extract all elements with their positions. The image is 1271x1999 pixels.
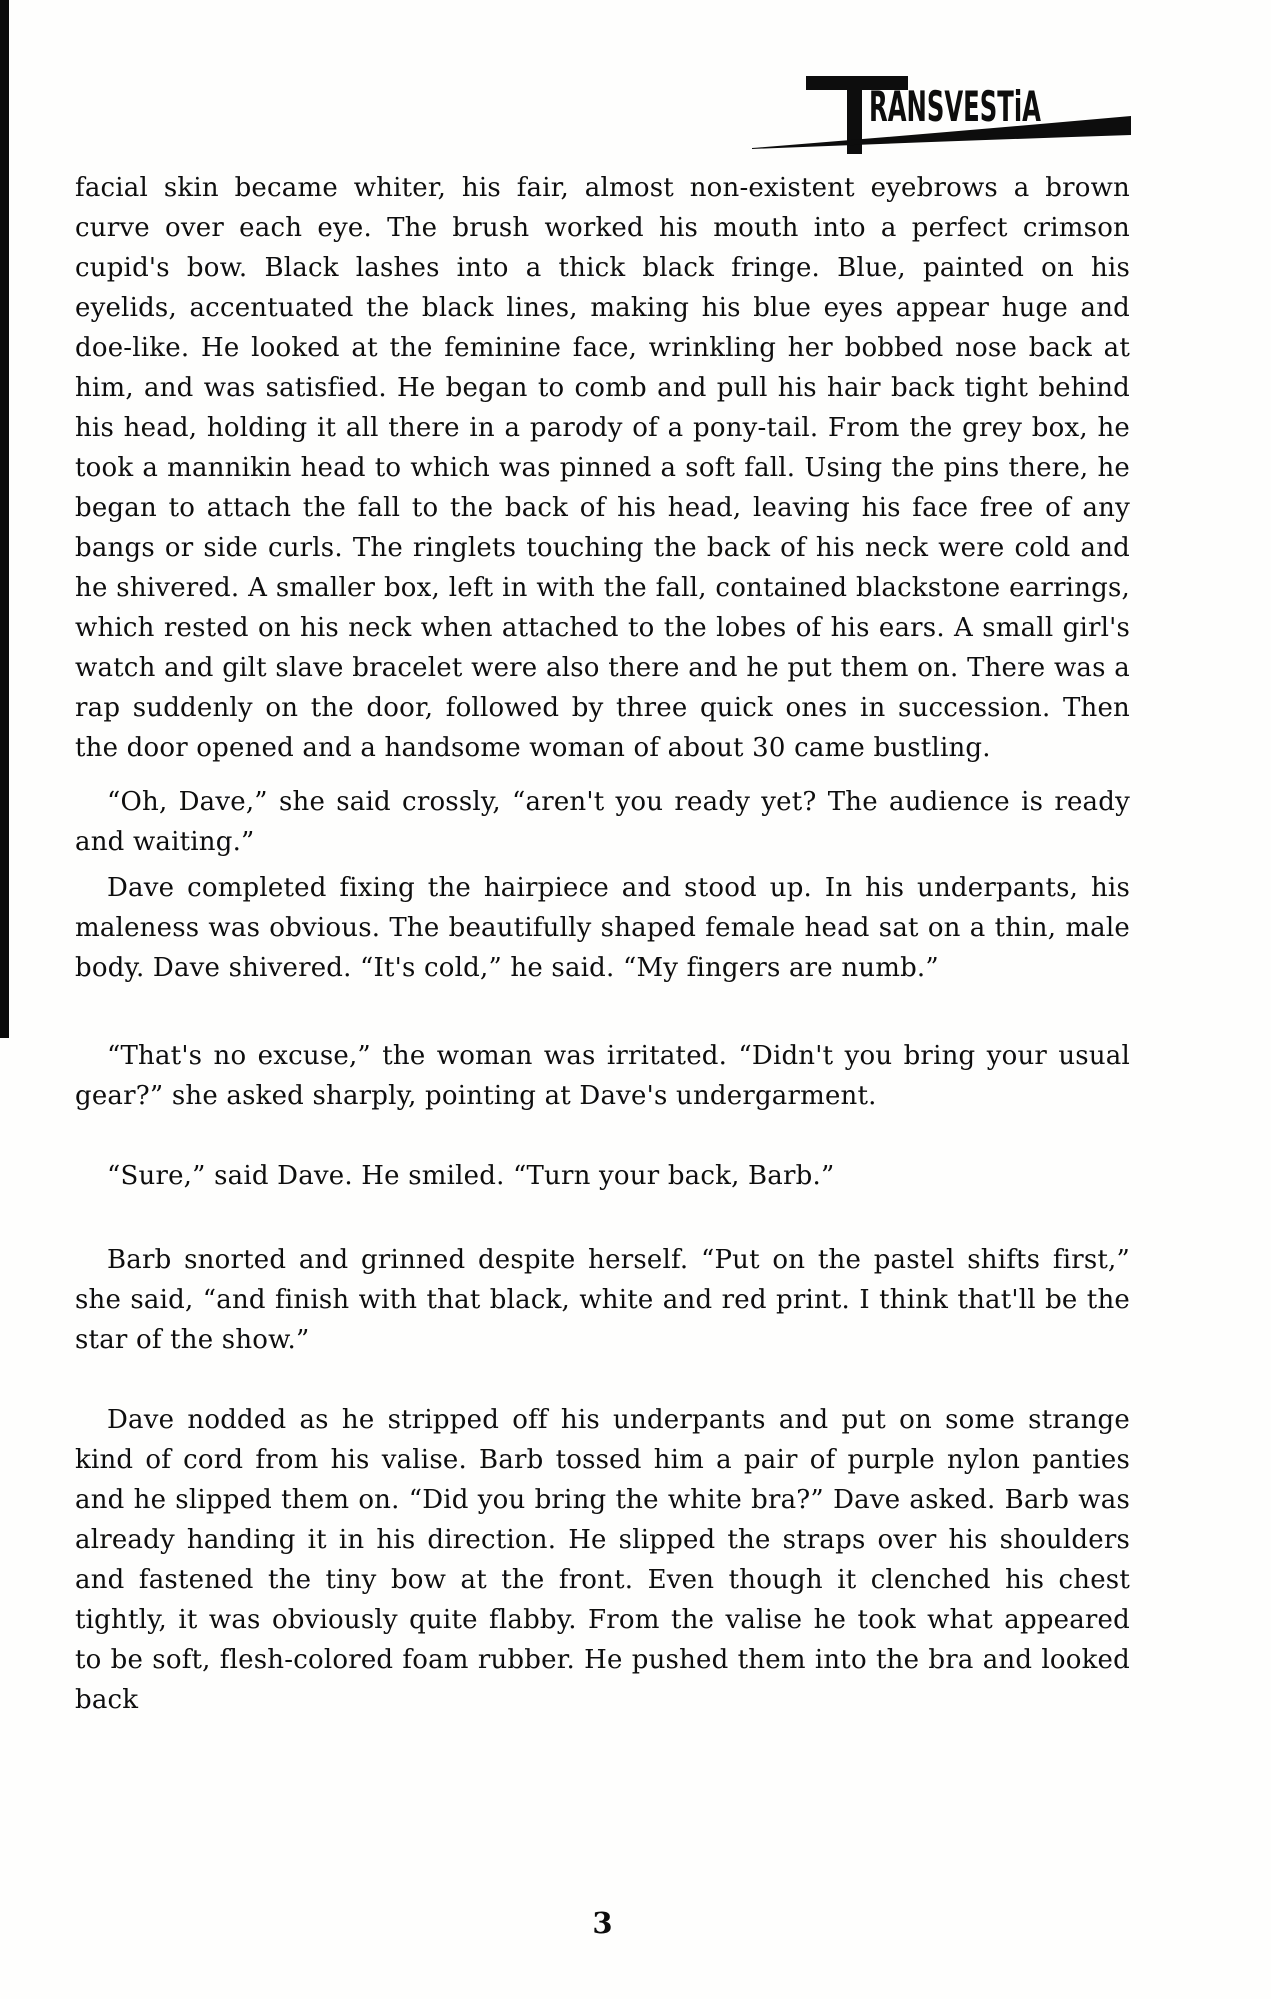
- paragraph-5: “Sure,” said Dave. He smiled. “Turn your back, Barb.”: [107, 1161, 835, 1191]
- paragraph-4: “That's no excuse,” the woman was irritated. “Didn't you bring your usual gear?” she asked sharply, pointing at Dave's undergarment.: [75, 1041, 1130, 1111]
- paragraph-3: Dave completed fixing the hairpiece and stood up. In his underpants, his maleness was obvious. The beautifully shaped female head sat on a thin, male body. Dave shivered. “It's cold,” he said. “My fingers are numb.”: [75, 873, 1130, 983]
- paragraph-2: “Oh, Dave,” she said crossly, “aren't you ready yet? The audience is ready and waiting.”: [75, 787, 1130, 857]
- paragraph-1: facial skin became whiter, his fair, almost non-existent eyebrows a brown curve over each eye. The brush worked his mouth into a perfect crimson cupid's bow. Black lashes into a thick black fringe. Blue, painted on his eyelids, accentuated the black lines, making his blue eyes appear huge and doe-like. He looked at the feminine face, wrinkling her bobbed nose back at him, and was satisfied. He began to comb and pull his hair back tight behind his head, holding it all there in a parody of a pony-tail. From the grey box, he took a mannikin head to which was pinned a soft fall. Using the pins there, he began to attach the fall to the back of his head, leaving his face free of any bangs or side curls. The ringlets touching the back of his neck were cold and he shivered. A smaller box, left in with the fall, contained blackstone earrings, which rested on his neck when attached to the lobes of his ears. A small girl's watch and gilt slave bracelet were also there and he put them on. There was a rap suddenly on the door, followed by three quick ones in succession. Then the door opened and a handsome woman of about 30 came bustling.: [75, 173, 1130, 763]
- text-block: [75, 168, 1130, 1720]
- masthead: [0, 0, 1271, 170]
- page-number: 3: [592, 1906, 613, 1940]
- paragraph-7: Dave nodded as he stripped off his underpants and put on some strange kind of cord from his valise. Barb tossed him a pair of purple nylon panties and he slipped them on. “Did you bring the white bra?” Dave asked. Barb was already handing it in his direction. He slipped the straps over his shoulders and fastened the tiny bow at the front. Even though it clenched his chest tightly, it was obviously quite flabby. From the valise he took what appeared to be soft, flesh-colored foam rubber. He pushed them into the bra and looked back: [75, 1405, 1130, 1715]
- paragraph-6: Barb snorted and grinned despite herself. “Put on the pastel shifts first,” she said, “and finish with that black, white and red print. I think that'll be the star of the show.”: [75, 1245, 1130, 1355]
- logo-letters: RANSVESTiA: [869, 82, 1042, 131]
- transvestia-logo: [0, 0, 1271, 170]
